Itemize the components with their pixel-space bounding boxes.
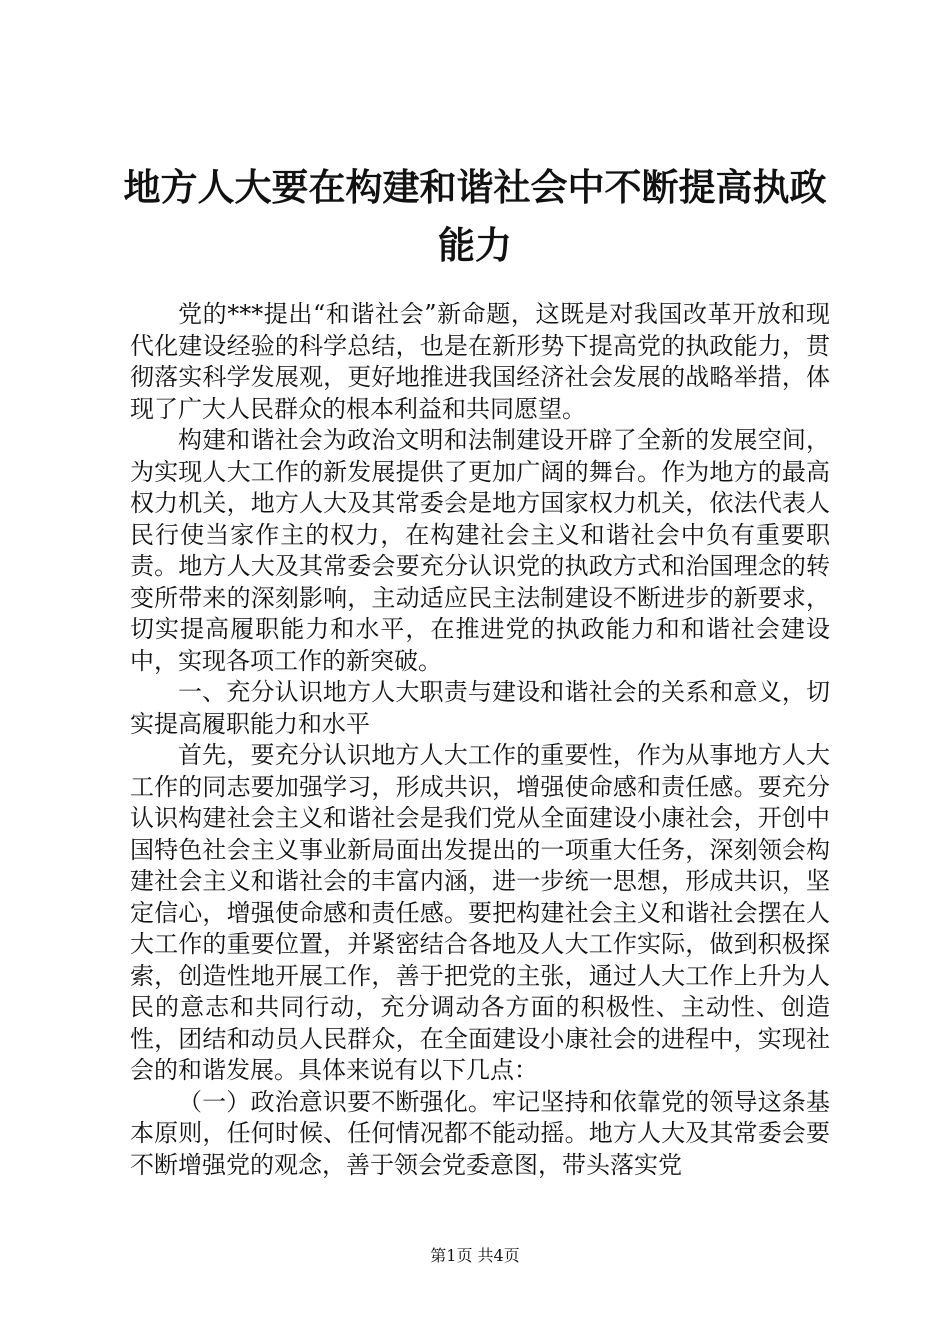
paragraph-intro: 党的***提出“和谐社会”新命题，这既是对我国改革开放和现代化建设经验的科学总结，也是在新形势下提高党的执政能力，贯彻落实科学发展观，更好地推进我国经济社会发展的战略举措，体现了广大人民群众的根本利益和共同愿望。: [130, 300, 830, 423]
page-number-label: 第1页 共4页: [430, 1246, 520, 1265]
document-body: [130, 299, 830, 1181]
page-footer: [0, 1246, 950, 1266]
document-title: 地方人大要在构建和谐社会中不断提高执政能力: [123, 165, 827, 267]
paragraph-first-point: 首先，要充分认识地方人大工作的重要性，作为从事地方人大工作的同志要加强学习，形成共识，增强使命感和责任感。要充分认识构建社会主义和谐社会是我们党从全面建设小康社会，开创中国特色社会主义事业新局面出发提出的一项重大任务，深刻领会构建社会主义和谐社会的丰富内涵，进一步统一思想，形成共识，坚定信心，增强使命感和责任感。要把构建社会主义和谐社会摆在人大工作的重要位置，并紧密结合各地及人大工作实际，做到积极探索，创造性地开展工作，善于把党的主张，通过人大工作上升为人民的意志和共同行动，充分调动各方面的积极性、主动性、创造性，团结和动员人民群众，在全面建设小康社会的进程中，实现社会的和谐发展。具体来说有以下几点：: [130, 741, 830, 1084]
section-heading-1: 一、充分认识地方人大职责与建设和谐社会的关系和意义，切实提高履职能力和水平: [130, 678, 830, 738]
paragraph-context: 构建和谐社会为政治文明和法制建设开辟了全新的发展空间，为实现人大工作的新发展提供了更加广阔的舞台。作为地方的最高权力机关，地方人大及其常委会是地方国家权力机关，依法代表人民行使当家作主的权力，在构建社会主义和谐社会中负有重要职责。地方人大及其常委会要充分认识党的执政方式和治国理念的转变所带来的深刻影响，主动适应民主法制建设不断进步的新要求，切实提高履职能力和水平，在推进党的执政能力和和谐社会建设中，实现各项工作的新突破。: [130, 426, 830, 675]
paragraph-subpoint-1: （一）政治意识要不断强化。牢记坚持和依靠党的领导这条基本原则，任何时候、任何情况都不能动摇。地方人大及其常委会要不断增强党的观念，善于领会党委意图，带头落实党: [130, 1087, 830, 1179]
